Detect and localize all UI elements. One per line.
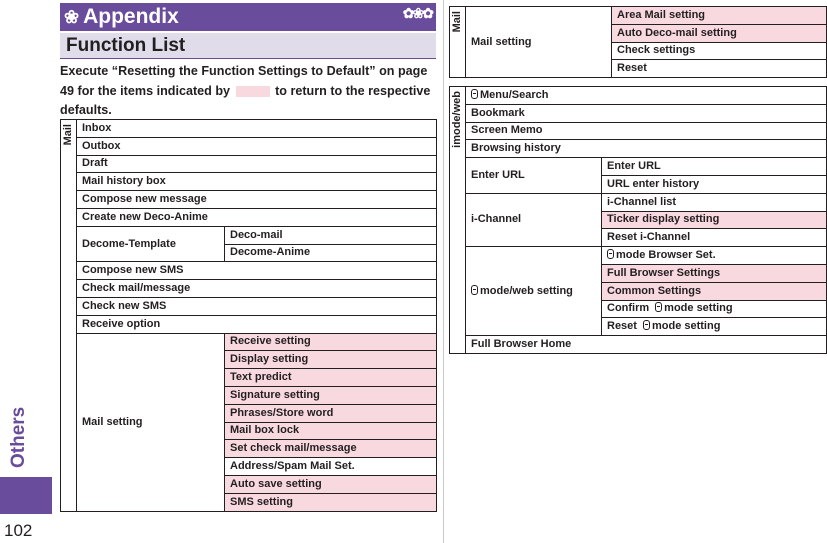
table-cell: Full Browser Home — [466, 336, 827, 354]
table-cell: Set check mail/message — [225, 440, 437, 458]
table-cell: Inbox — [77, 120, 437, 138]
table-cell: SMS setting — [225, 493, 437, 511]
function-table-mail — [60, 119, 437, 512]
table-row — [61, 191, 437, 209]
table-cell: Address/Spam Mail Set. — [225, 458, 437, 476]
table-cell: Enter URL — [466, 158, 602, 194]
table-cell: Reset mode setting — [602, 318, 827, 336]
table-cell: Check new SMS — [77, 297, 437, 315]
table-row — [450, 336, 827, 354]
category-cell: imode/web — [450, 87, 466, 354]
function-table-imode-web — [449, 86, 827, 354]
table-cell: Full Browser Settings — [602, 264, 827, 282]
table-row — [61, 262, 437, 280]
table-cell: Mail setting — [77, 333, 225, 511]
table-cell: Phrases/Store word — [225, 404, 437, 422]
table-cell: Ticker display setting — [602, 211, 827, 229]
table-row — [61, 315, 437, 333]
table-cell: Text predict — [225, 369, 437, 387]
table-cell: Confirm mode setting — [602, 300, 827, 318]
side-tab-block — [0, 477, 52, 514]
table-row — [61, 333, 437, 351]
table-cell: Receive option — [77, 315, 437, 333]
imode-icon — [643, 320, 650, 330]
table-cell: Auto save setting — [225, 475, 437, 493]
category-cell: Mail — [450, 7, 466, 78]
table-cell: Check mail/message — [77, 280, 437, 298]
table-row — [61, 226, 437, 244]
table-cell: Screen Memo — [466, 122, 827, 140]
table-row — [61, 155, 437, 173]
table-cell: Common Settings — [602, 282, 827, 300]
table-row — [450, 7, 827, 25]
table-row — [450, 140, 827, 158]
table-cell: Auto Deco-mail setting — [612, 24, 827, 42]
table-row — [61, 173, 437, 191]
imode-icon — [607, 249, 614, 259]
table-cell: Menu/Search — [466, 87, 827, 105]
table-cell: Compose new message — [77, 191, 437, 209]
table-row — [61, 208, 437, 226]
table-row — [450, 87, 827, 105]
table-cell: Display setting — [225, 351, 437, 369]
subsection-title: Function List — [66, 34, 186, 56]
table-cell: Mail setting — [466, 7, 612, 78]
section-title: Appendix — [83, 5, 179, 28]
table-cell: Mail box lock — [225, 422, 437, 440]
table-cell: Receive setting — [225, 333, 437, 351]
imode-icon — [471, 89, 478, 99]
imode-icon — [471, 285, 478, 295]
table-cell: Signature setting — [225, 386, 437, 404]
table-row — [450, 122, 827, 140]
table-row — [450, 247, 827, 265]
table-cell: Reset — [612, 60, 827, 78]
table-row — [450, 158, 827, 176]
table-row — [450, 193, 827, 211]
table-cell: i-Channel — [466, 193, 602, 246]
highlight-swatch — [236, 86, 270, 97]
table-cell: Area Mail setting — [612, 7, 827, 25]
flower-icon: ❀ — [64, 6, 80, 27]
table-cell: Enter URL — [602, 158, 827, 176]
table-cell: mode Browser Set. — [602, 247, 827, 265]
table-row — [61, 280, 437, 298]
side-tab-label: Others — [8, 406, 29, 468]
flowers-decoration-icon: ✿❀✿ — [402, 5, 432, 21]
table-cell: Decome-Template — [77, 226, 225, 262]
table-cell: Deco-mail — [225, 226, 437, 244]
imode-icon — [655, 302, 662, 312]
table-cell: mode/web setting — [466, 247, 602, 336]
table-cell: Bookmark — [466, 104, 827, 122]
category-cell: Mail — [61, 120, 77, 512]
table-row — [61, 137, 437, 155]
side-tab — [0, 0, 52, 477]
table-cell: Browsing history — [466, 140, 827, 158]
table-row — [450, 104, 827, 122]
table-row — [61, 120, 437, 138]
table-cell: Reset i-Channel — [602, 229, 827, 247]
table-cell: URL enter history — [602, 175, 827, 193]
table-cell: Check settings — [612, 42, 827, 60]
section-header — [60, 3, 436, 31]
function-table-mail-settings — [449, 6, 827, 78]
subsection-header — [60, 33, 436, 59]
column-divider — [443, 0, 444, 543]
table-cell: Decome-Anime — [225, 244, 437, 262]
intro-text: Execute “Resetting the Function Settings to Default” on page 49 for the items indicated by to return to the respective defaults. — [60, 64, 431, 117]
table-cell: Compose new SMS — [77, 262, 437, 280]
table-cell: Outbox — [77, 137, 437, 155]
table-cell: i-Channel list — [602, 193, 827, 211]
table-cell: Mail history box — [77, 173, 437, 191]
table-cell: Create new Deco-Anime — [77, 208, 437, 226]
page-number: 102 — [4, 521, 33, 540]
table-cell: Draft — [77, 155, 437, 173]
table-row — [61, 297, 437, 315]
